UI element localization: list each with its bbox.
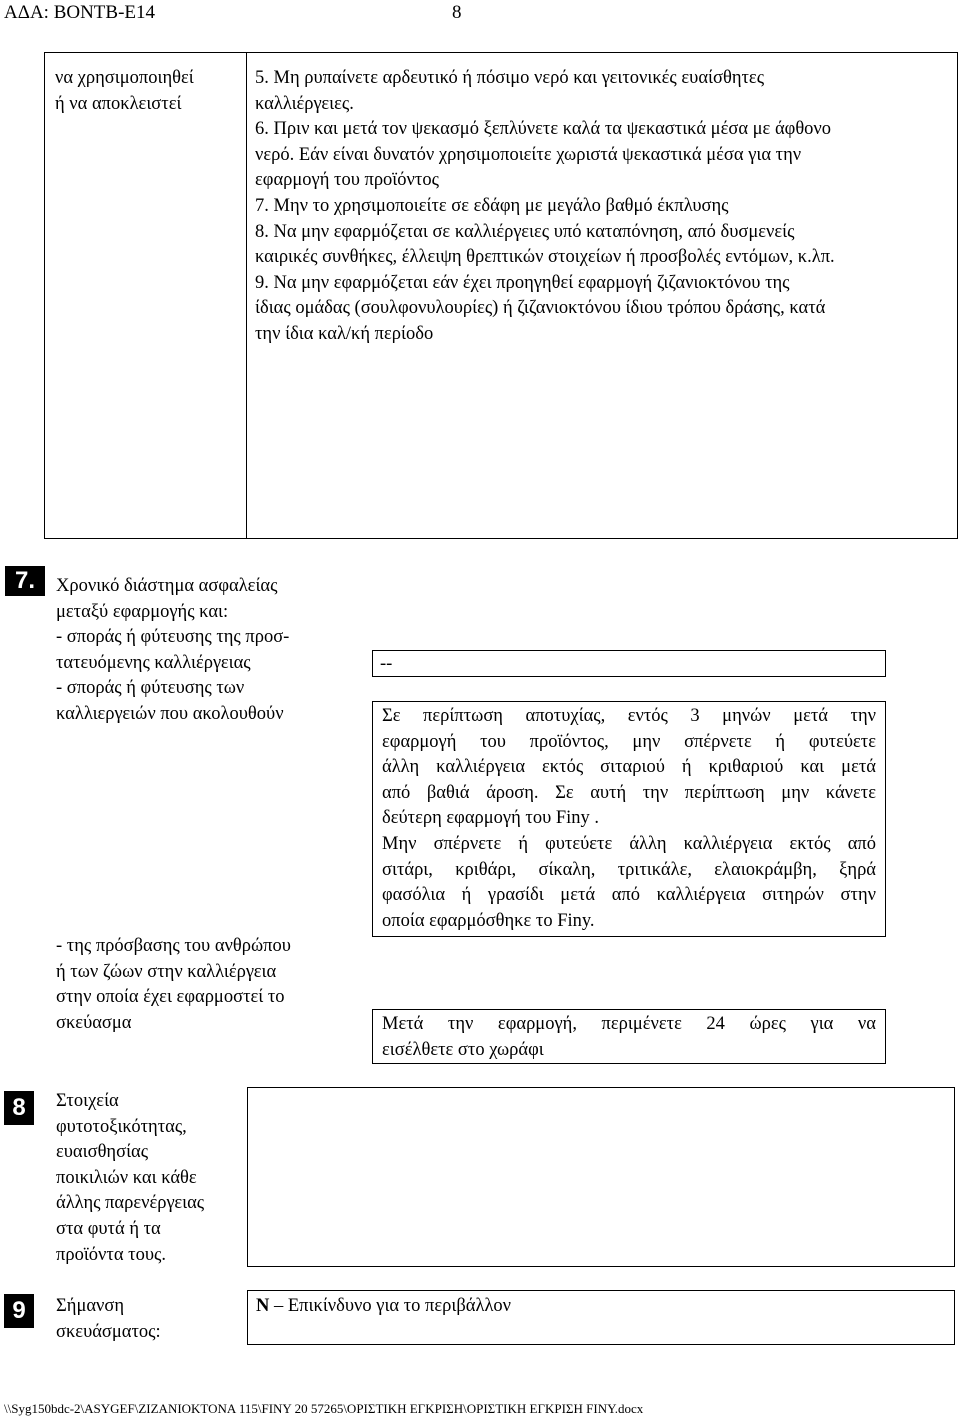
text-line: ποικιλιών και κάθε bbox=[56, 1167, 197, 1188]
text-line: οποία εφαρμόσθηκε το Finy. bbox=[382, 910, 595, 931]
section-8-value-box bbox=[247, 1087, 955, 1267]
text-line: τατευόμενης καλλιέργειας bbox=[56, 652, 251, 673]
precaution-line: εφαρμογή του προϊόντος bbox=[255, 170, 439, 191]
section-7-label-access bbox=[56, 934, 356, 1036]
text-line: ή να αποκλειστεί bbox=[55, 93, 182, 114]
hazard-code: N bbox=[256, 1296, 270, 1316]
text-line: ή των ζώων στην καλλιέργεια bbox=[56, 961, 277, 982]
text-line: δεύτερη εφαρμογή του Finy . bbox=[382, 808, 600, 829]
text-line: Χρονικό διάστημα ασφαλείας bbox=[56, 576, 278, 596]
text-line: σκεύασμα bbox=[56, 1012, 132, 1033]
text-line: σκευάσματος: bbox=[56, 1321, 161, 1342]
text-line: στα φυτά ή τα bbox=[56, 1218, 161, 1239]
text-line: φασόλια ή γρασίδι μετά από καλλιέργεια σιτηρών στην bbox=[382, 885, 876, 906]
top-row-label bbox=[55, 66, 243, 117]
document-code: ΑΔΑ: ΒΟΝΤΒ-Ε14 bbox=[4, 2, 156, 23]
text-line: - σποράς ή φύτευσης της προσ- bbox=[56, 627, 290, 648]
section-7-number: 7. bbox=[5, 566, 45, 596]
text-line: άλλης παρενέργειας bbox=[56, 1193, 205, 1214]
precautions-list bbox=[255, 66, 955, 348]
section-7-following-value bbox=[382, 704, 876, 934]
text-line: Σήμανση bbox=[56, 1296, 125, 1316]
section-8-number: 8 bbox=[4, 1091, 34, 1125]
precaution-line: 6. Πριν και μετά τον ψεκασμό ξεπλύνετε καλά τα ψεκαστικά μέσα με άφθονο bbox=[255, 119, 832, 140]
precaution-line: 8. Να μην εφαρμόζεται σε καλλιέργειες υπό καταπόνηση, από δυσμενείς bbox=[255, 221, 795, 242]
text-line: Σε περίπτωση αποτυχίας, εντός 3 μηνών μετά την bbox=[382, 706, 876, 726]
precaution-line: νερό. Εάν είναι δυνατόν χρησιμοποιείτε χωριστά ψεκαστικά μέσα για την bbox=[255, 144, 802, 165]
section-7-access-value bbox=[382, 1012, 876, 1063]
text-line: Μετά την εφαρμογή, περιμένετε 24 ώρες για να bbox=[382, 1014, 876, 1034]
text-line: Στοιχεία bbox=[56, 1091, 119, 1111]
section-8-label bbox=[56, 1089, 246, 1268]
section-9-value bbox=[256, 1294, 511, 1320]
text-line: εφαρμογή του προϊόντος, μην σπέρνετε ή φυτεύετε bbox=[382, 731, 876, 752]
page-number: 8 bbox=[452, 2, 462, 23]
section-7-sowing-value-box bbox=[372, 650, 886, 677]
text-line: εισέλθετε στο χωράφι bbox=[382, 1039, 544, 1060]
text-line: προϊόντα τους. bbox=[56, 1244, 166, 1265]
text-line: - σποράς ή φύτευσης των bbox=[56, 678, 245, 699]
text-line: στην οποία έχει εφαρμοστεί το bbox=[56, 987, 285, 1008]
text-line: σιτάρι, κριθάρι, σίκαλη, τριτικάλε, ελαιοκράμβη, ξηρά bbox=[382, 859, 876, 880]
text-line: από βαθιά άροση. Σε αυτή την περίπτωση μην κάνετε bbox=[382, 782, 876, 803]
precaution-line: 9. Να μην εφαρμόζεται εάν έχει προηγηθεί εφαρμογή ζιζανιοκτόνου της bbox=[255, 272, 790, 293]
file-path-footer: \\Syg150bdc-2\ASYGEF\ZIZANIOKTONA 115\FINY 20 57265\ΟΡΙΣΤΙΚΗ ΕΓΚΡΙΣΗ\ΟΡΙΣΤΙΚΗ ΕΓΚΡΙΣΗ FINY.docx bbox=[4, 1401, 644, 1416]
section-7-label-intervals bbox=[56, 574, 356, 728]
precaution-line: 7. Μην το χρησιμοποιείτε σε εδάφη με μεγάλο βαθμό έκπλυσης bbox=[255, 195, 729, 216]
text-line: άλλη καλλιέργεια εκτός σιταριού ή κριθαριού και μετά bbox=[382, 757, 876, 778]
top-row-left-cell bbox=[44, 52, 247, 539]
text-line: καλλιεργειών που ακολουθούν bbox=[56, 703, 284, 724]
text-line: να χρησιμοποιηθεί bbox=[55, 68, 194, 88]
precaution-line: την ίδια καλ/κή περίοδο bbox=[255, 323, 434, 344]
text-line: μεταξύ εφαρμογής και: bbox=[56, 601, 229, 622]
section-9-number: 9 bbox=[4, 1294, 34, 1328]
text-line: - της πρόσβασης του ανθρώπου bbox=[56, 936, 291, 956]
section-9-label bbox=[56, 1294, 246, 1345]
precaution-line: 5. Μη ρυπαίνετε αρδευτικό ή πόσιμο νερό και γειτονικές ευαίσθητες bbox=[255, 68, 765, 88]
text-line: φυτοτοξικότητας, bbox=[56, 1116, 187, 1137]
text-line: ευαισθησίας bbox=[56, 1142, 149, 1163]
precaution-line: ίδιας ομάδας (σουλφονυλουρίες) ή ζιζανιοκτόνου ίδιου τρόπου δράσης, κατά bbox=[255, 298, 826, 319]
precaution-line: καιρικές συνθήκες, έλλειψη θρεπτικών στοιχείων ή προσβολές εντόμων, κ.λπ. bbox=[255, 247, 835, 268]
hazard-text: – Επικίνδυνο για το περιβάλλον bbox=[269, 1296, 512, 1316]
section-7-sowing-value: -- bbox=[380, 654, 393, 674]
text-line: Μην σπέρνετε ή φυτεύετε άλλη καλλιέργεια εκτός από bbox=[382, 833, 876, 854]
precaution-line: καλλιέργειες. bbox=[255, 93, 354, 114]
